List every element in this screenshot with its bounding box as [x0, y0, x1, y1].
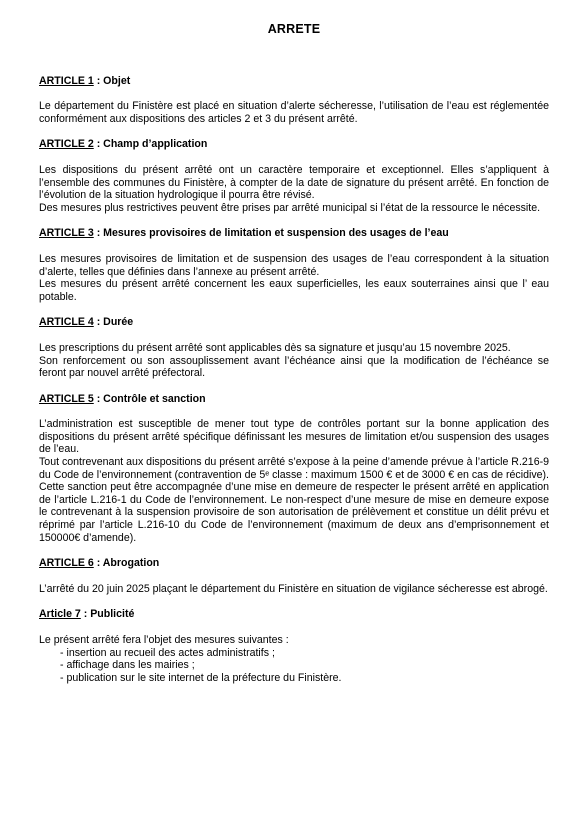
article-heading	[39, 393, 549, 406]
article-separator: :	[93, 392, 104, 405]
article-separator: :	[93, 227, 104, 240]
article-paragraph: Les mesures du présent arrêté concernent les eaux superficielles, les eaux souterraines ainsi que l’ eau potable.	[39, 278, 549, 303]
article-heading-text: Champ d’application	[103, 138, 208, 151]
list-item: - publication sur le site internet de la préfecture du Finistère.	[60, 671, 342, 684]
article-paragraph: L’arrêté du 20 juin 2025 plaçant le département du Finistère en situation de vigilance sécheresse est abrogé.	[39, 582, 548, 595]
article-heading	[39, 608, 549, 621]
article-paragraph: L’administration est susceptible de mener tout type de contrôles portant sur la bonne application des dispositions du présent arrêté spécifique définissant les mesures de limitation et/ou suspension des usages de l’eau.	[39, 418, 549, 456]
article-label: ARTICLE 5	[39, 392, 94, 405]
article-heading-text: Mesures provisoires de limitation et suspension des usages de l’eau	[103, 227, 449, 240]
article-2	[39, 138, 549, 214]
article-label: ARTICLE 1	[39, 74, 94, 87]
article-paragraph: Le présent arrêté fera l’objet des mesures suivantes :	[39, 634, 289, 646]
article-label: ARTICLE 3	[39, 227, 94, 240]
article-label: ARTICLE 4	[39, 316, 94, 329]
article-5	[39, 393, 549, 545]
article-label: Article 7	[39, 608, 81, 621]
article-heading-text: Contrôle et sanction	[103, 392, 206, 405]
article-paragraph: Son renforcement ou son assouplissement avant l’échéance ainsi que la modification de l’échéance se feront par nouvel arrêté préfectoral.	[39, 354, 549, 380]
article-6	[39, 557, 549, 595]
document-title: ARRETE	[267, 22, 321, 36]
article-heading-text: Publicité	[90, 608, 135, 621]
article-paragraph: Les mesures provisoires de limitation et de suspension des usages de l’eau correspondent à la situation d’alerte, telles que définies dans l’annexe au présent arrêté.	[39, 252, 549, 278]
article-paragraph: Les prescriptions du présent arrêté sont applicables dès sa signature et jusqu’au 15 novembre 2025.	[39, 341, 511, 354]
list-item: - affichage dans les mairies ;	[60, 659, 195, 672]
article-paragraph: Tout contrevenant aux dispositions du présent arrêté s’expose à la peine d’amende prévue à l’article R.216-9 du Code de l’environnement (contravention de 5ᵉ classe : maximum 1500 € et de 3000 € en cas de récidive). Cette sanction peut être accompagnée d’une mise en demeure de respecter le présent arrêté en application de l’article L.216-1 du Code de l’environnement. Le non-respect d’une mesure de mise en demeure expose le contrevenant à la suspension provisoire de son autorisation de prélèvement et constitue un délit prévu et réprimé par l’article L.216-10 du Code de l’environnement (maximum de deux ans d’emprisonnement et 150000€ d’amende).	[39, 456, 549, 544]
article-heading-text: Objet	[103, 74, 131, 87]
article-heading-text: Abrogation	[102, 557, 160, 570]
article-separator: :	[93, 74, 104, 87]
article-heading	[39, 227, 549, 240]
article-heading	[39, 316, 549, 329]
article-label: ARTICLE 2	[39, 138, 94, 151]
article-heading-text: Durée	[103, 316, 134, 329]
article-paragraph: Des mesures plus restrictives peuvent être prises par arrêté municipal si l’état de la ressource le nécessite.	[39, 201, 541, 214]
article-separator: :	[80, 608, 91, 621]
article-heading	[39, 138, 549, 151]
article-4	[39, 316, 549, 379]
article-paragraph: Le département du Finistère est placé en situation d’alerte sécheresse, l’utilisation de l’eau est réglementée conformément aux dispositions des articles 2 et 3 du présent arrêté.	[39, 100, 549, 125]
article-separator: :	[93, 316, 104, 329]
article-paragraph: Les dispositions du présent arrêté ont un caractère temporaire et exceptionnel. Elles s’appliquent à l’ensemble des communes du Finistère, à compter de la date de signature du présent arrêté. En fonction de l’évolution de la situation hydrologique il pourra être révisé.	[39, 163, 549, 202]
article-heading	[39, 557, 549, 570]
article-heading	[39, 75, 549, 88]
article-separator: :	[93, 557, 103, 570]
article-3	[39, 227, 549, 303]
article-label: ARTICLE 6	[39, 557, 94, 570]
article-separator: :	[93, 138, 104, 151]
article-7	[39, 608, 549, 684]
article-1	[39, 75, 549, 126]
publicity-measures-list	[39, 647, 549, 685]
list-item: - insertion au recueil des actes administratifs ;	[60, 646, 275, 659]
